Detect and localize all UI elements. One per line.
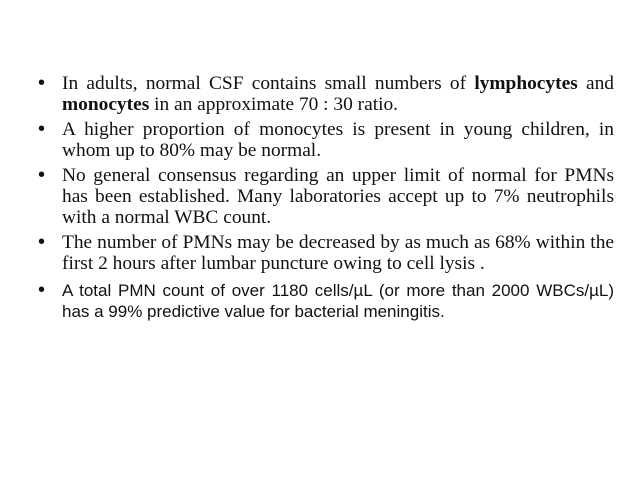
bullet-item bbox=[36, 232, 614, 274]
bold-term-lymphocytes: lymphocytes bbox=[474, 73, 578, 94]
bullet-text bbox=[62, 73, 614, 115]
bullet-item bbox=[36, 73, 614, 115]
bullet-text: No general consensus regarding an upper limit of normal for PMNs has been established. Many laboratories accept up to 7% neutrophils with a normal WBC count. bbox=[62, 165, 614, 228]
bullet-dot-icon: • bbox=[38, 279, 46, 301]
bold-term-monocytes: monocytes bbox=[62, 94, 150, 115]
bullet-text: A total PMN count of over 1180 cells/µL (or more than 2000 WBCs/µL) has a 99% predictive value for bacterial meningitis. bbox=[62, 281, 614, 321]
text-run: In adults, normal CSF contains small numbers of bbox=[62, 73, 475, 94]
bullet-dot-icon: • bbox=[38, 164, 46, 186]
bullet-dot-icon: • bbox=[38, 72, 46, 94]
bullet-list bbox=[36, 73, 614, 326]
bullet-text: The number of PMNs may be decreased by as much as 68% within the first 2 hours after lumbar puncture owing to cell lysis . bbox=[62, 232, 614, 274]
bullet-item bbox=[36, 119, 614, 161]
bullet-text: A higher proportion of monocytes is present in young children, in whom up to 80% may be normal. bbox=[62, 119, 614, 161]
bullet-item bbox=[36, 280, 614, 322]
bullet-dot-icon: • bbox=[38, 118, 46, 140]
text-run: in an approximate 70 : 30 ratio. bbox=[149, 94, 399, 115]
text-run: and bbox=[577, 73, 614, 94]
bullet-item bbox=[36, 165, 614, 228]
bullet-dot-icon: • bbox=[38, 231, 46, 253]
